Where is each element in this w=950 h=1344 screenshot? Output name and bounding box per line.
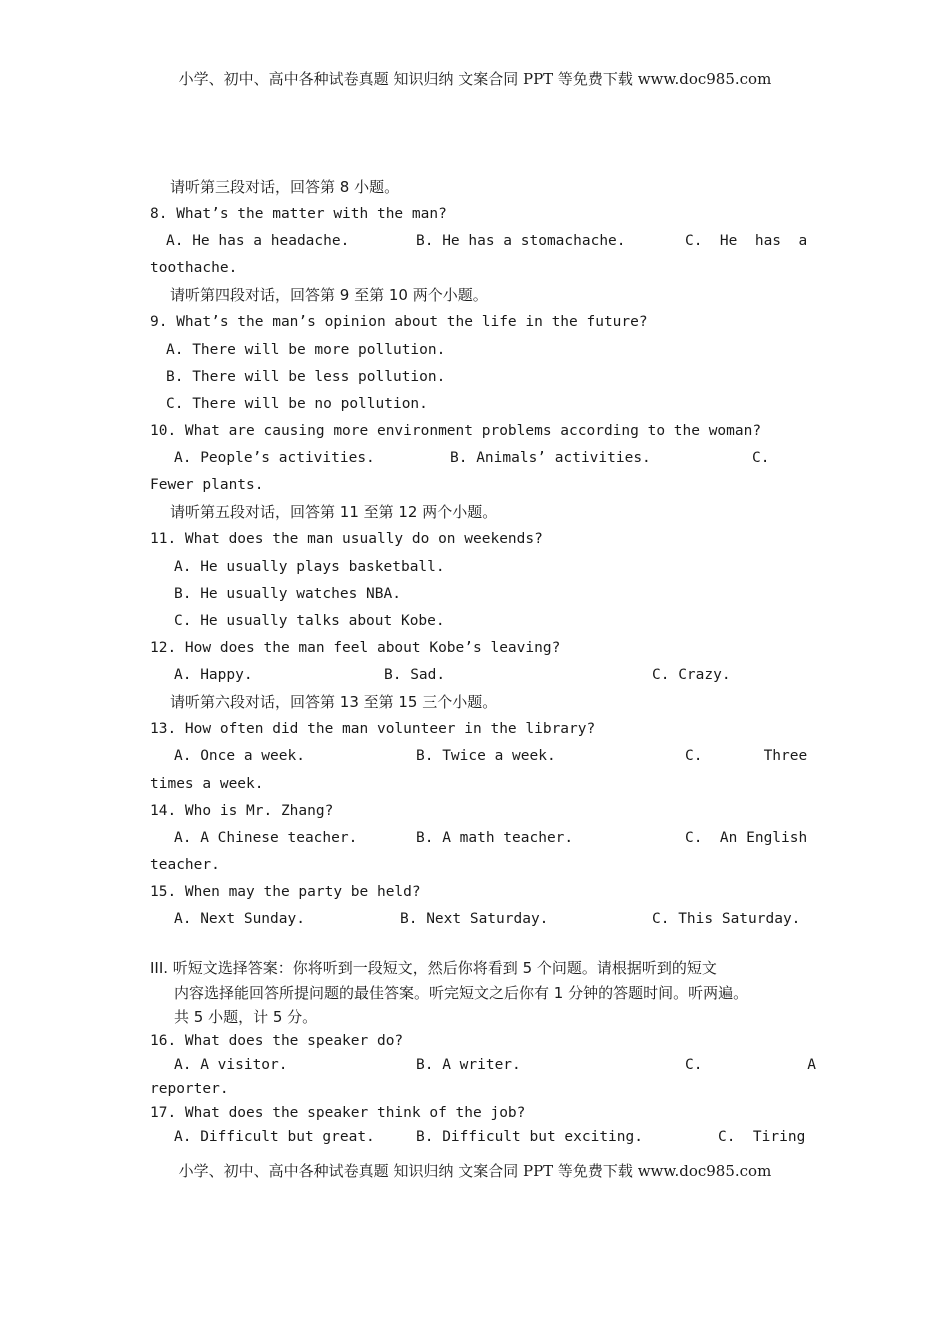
option-9b: B. There will be less pollution.	[166, 369, 446, 385]
section-instruction-3: 请听第三段对话，回答第 8 小题。	[170, 178, 400, 196]
option-16c-cont: reporter.	[150, 1081, 229, 1097]
option-15b: B. Next Saturday.	[400, 911, 549, 927]
option-15a: A. Next Sunday.	[174, 911, 305, 927]
option-17a: A. Difficult but great.	[174, 1129, 375, 1145]
option-10c: C.	[752, 450, 770, 466]
part3-instruction-line2: 内容选择能回答所提问题的最佳答案。听完短文之后你有 1 分钟的答题时间。听两遍。	[174, 984, 749, 1002]
question-11: 11. What does the man usually do on weekends?	[150, 531, 543, 547]
option-9c: C. There will be no pollution.	[166, 396, 428, 412]
option-8b: B. He has a stomachache.	[416, 233, 626, 249]
question-8: 8. What’s the matter with the man?	[150, 206, 447, 222]
option-13b: B. Twice a week.	[416, 748, 556, 764]
option-17c: C. Tiring	[718, 1129, 806, 1145]
option-14c: C. An English	[685, 830, 808, 846]
option-16b: B. A writer.	[416, 1057, 521, 1073]
question-12: 12. How does the man feel about Kobe’s leaving?	[150, 640, 561, 656]
option-11a: A. He usually plays basketball.	[174, 559, 445, 575]
option-17b: B. Difficult but exciting.	[416, 1129, 643, 1145]
option-16a: A. A visitor.	[174, 1057, 288, 1073]
option-11b: B. He usually watches NBA.	[174, 586, 401, 602]
page-footer: 小学、初中、高中各种试卷真题 知识归纳 文案合同 PPT 等免费下载 www.doc985.com	[178, 1162, 772, 1180]
option-13c-cont: times a week.	[150, 776, 264, 792]
question-13: 13. How often did the man volunteer in the library?	[150, 721, 596, 737]
part3-instruction-line1: III. 听短文选择答案：你将听到一段短文，然后你将看到 5 个问题。请根据听到的短文	[150, 959, 717, 977]
question-9: 9. What’s the man’s opinion about the life in the future?	[150, 314, 648, 330]
option-10b: B. Animals’ activities.	[450, 450, 651, 466]
option-8c-cont: toothache.	[150, 260, 238, 276]
page-header: 小学、初中、高中各种试卷真题 知识归纳 文案合同 PPT 等免费下载 www.doc985.com	[178, 70, 772, 88]
option-14a: A. A Chinese teacher.	[174, 830, 358, 846]
option-15c: C. This Saturday.	[652, 911, 801, 927]
option-12a: A. Happy.	[174, 667, 253, 683]
option-12c: C. Crazy.	[652, 667, 731, 683]
option-13a: A. Once a week.	[174, 748, 305, 764]
option-9a: A. There will be more pollution.	[166, 342, 446, 358]
option-14c-cont: teacher.	[150, 857, 220, 873]
question-15: 15. When may the party be held?	[150, 884, 421, 900]
option-10a: A. People’s activities.	[174, 450, 375, 466]
option-11c: C. He usually talks about Kobe.	[174, 613, 445, 629]
question-14: 14. Who is Mr. Zhang?	[150, 803, 334, 819]
option-14b: B. A math teacher.	[416, 830, 574, 846]
question-16: 16. What does the speaker do?	[150, 1033, 404, 1049]
option-10c-cont: Fewer plants.	[150, 477, 264, 493]
part3-instruction-line3: 共 5 小题，计 5 分。	[174, 1008, 318, 1026]
section-instruction-6: 请听第六段对话，回答第 13 至第 15 三个小题。	[170, 693, 498, 711]
question-17: 17. What does the speaker think of the job?	[150, 1105, 526, 1121]
option-8c: C. He has a	[685, 233, 808, 249]
option-13c: C. Three	[685, 748, 808, 764]
section-instruction-5: 请听第五段对话，回答第 11 至第 12 两个小题。	[170, 503, 498, 521]
option-8a: A. He has a headache.	[166, 233, 350, 249]
option-12b: B. Sad.	[384, 667, 446, 683]
question-10: 10. What are causing more environment problems according to the woman?	[150, 423, 762, 439]
option-16c: C. A	[685, 1057, 816, 1073]
section-instruction-4: 请听第四段对话，回答第 9 至第 10 两个小题。	[170, 286, 488, 304]
